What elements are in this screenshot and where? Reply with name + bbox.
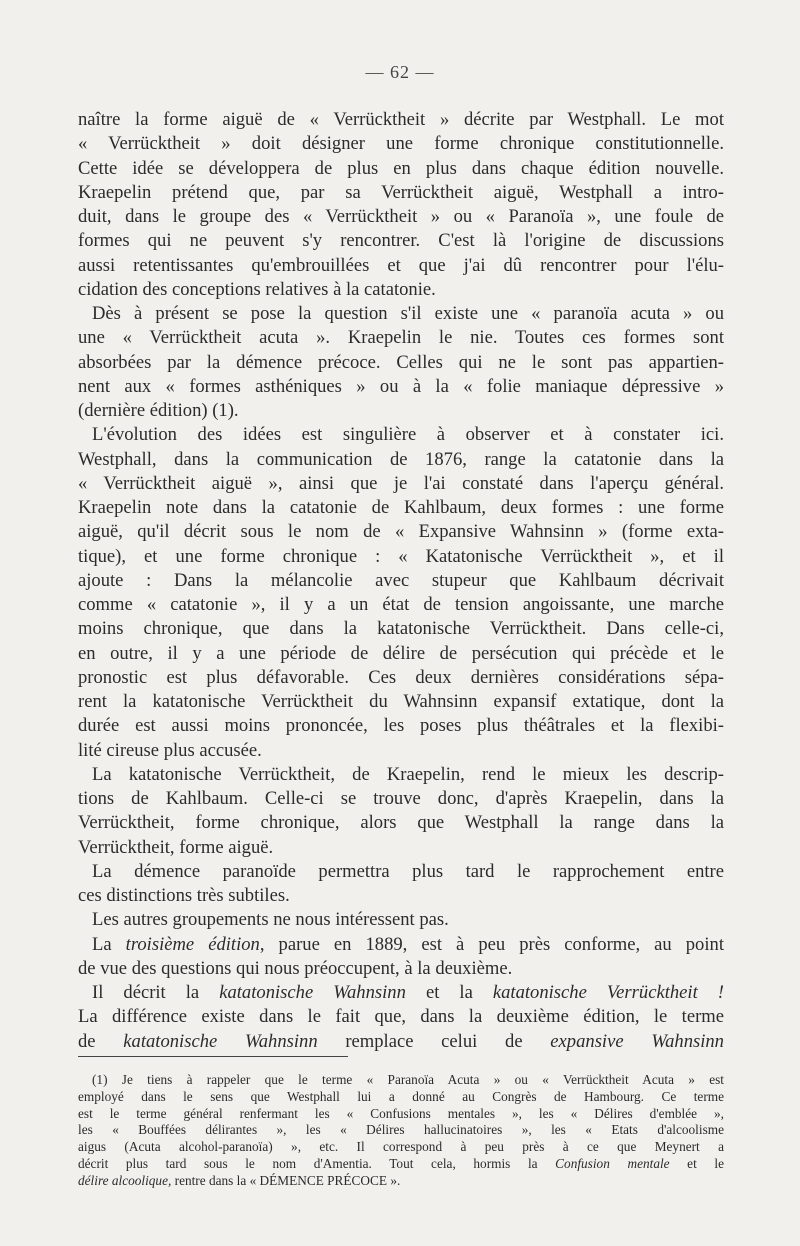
footnote-line: aigus (Acuta alcohol-paranoïa) », etc. Il correspond à peu près à ce que Meynert a — [78, 1139, 724, 1155]
italic-title: troisième édition — [125, 933, 260, 955]
text-segment: Il décrit la — [92, 982, 220, 1003]
text-line-troisieme — [78, 933, 724, 957]
text-segment: et la — [405, 982, 493, 1003]
italic-term: katatonische Wahnsinn — [219, 982, 406, 1003]
footnote-line-7 — [78, 1173, 724, 1190]
text-line: Dès à présent se pose la question s'il existe une « paranoïa acuta » ou — [92, 303, 724, 324]
text-line: lité cireuse plus accusée. — [78, 739, 262, 761]
text-segment: , parue en 1889, est à peu près conforme, au point — [259, 933, 724, 955]
text-line: naître la forme aiguë de « Verrücktheit » décrite par Westphall. Le mot — [78, 109, 724, 130]
text-line: une « Verrücktheit acuta ». Kraepelin le nie. Toutes ces formes sont — [78, 327, 724, 349]
text-line: comme « catatonie », il y a un état de tension angoissante, une marche — [78, 594, 724, 615]
italic-term: katatonische Wahnsinn — [123, 1030, 318, 1052]
italic-term: Confusion mentale — [555, 1155, 670, 1171]
text-line: aiguë, qu'il décrit sous le nom de « Expansive Wahnsinn » (forme exta- — [78, 521, 724, 543]
text-line: moins chronique, que dans la katatonische Verrücktheit. Dans celle-ci, — [78, 618, 724, 640]
footnote-line: est le terme général renfermant les « Confusions mentales », les « Délires d'emblée », — [78, 1105, 724, 1121]
text-line: tions de Kahlbaum. Celle-ci se trouve donc, d'après Kraepelin, dans la — [78, 788, 724, 809]
text-line: ajoute : Dans la mélancolie avec stupeur que Kahlbaum décrivait — [78, 569, 724, 591]
footnote-line: les « Bouffées délirantes », les « Délires hallucinatoires », les « Etats d'alcoolisme — [78, 1122, 724, 1138]
text-line: absorbées par la démence précoce. Celles qui ne le sont pas appartien- — [78, 351, 724, 373]
footnote-line-6 — [78, 1156, 724, 1173]
text-line: Verrücktheit, forme chronique, alors que Westphall la range dans la — [78, 812, 724, 834]
text-segment: remplace celui de — [317, 1030, 551, 1052]
text-line: ces distinctions très subtiles. — [78, 885, 290, 906]
text-line: (dernière édition) (1). — [78, 400, 239, 421]
text-line: tique), et une forme chronique : « Katatonische Verrücktheit », et il — [78, 545, 724, 567]
text-segment: rentre dans la « DÉMENCE PRÉCOCE ». — [171, 1172, 401, 1188]
text-line: aussi retentissantes qu'embrouillées et que j'ai dû rencontrer pour l'élu- — [78, 254, 724, 276]
text-line: La démence paranoïde permettra plus tard le rapprochement entre — [92, 860, 724, 882]
text-line: de vue des questions qui nous préoccupent, à la deuxième. — [78, 957, 513, 979]
text-line: durée est aussi moins prononcée, les poses plus théâtrales et la flexibi- — [78, 715, 724, 737]
text-segment: La — [92, 933, 126, 955]
text-line: rent la katatonische Verrücktheit du Wahnsinn expansif extatique, dont la — [78, 691, 724, 712]
text-line-de-katatonische — [78, 1030, 724, 1054]
text-line: « Verrücktheit aiguë », ainsi que je l'ai constaté dans l'aperçu général. — [78, 472, 724, 494]
italic-term: katatonische Verrücktheit ! — [492, 982, 724, 1003]
text-line: formes qui ne peuvent s'y rencontrer. C'est là l'origine de discussions — [78, 230, 724, 252]
text-line: nent aux « formes asthéniques » ou à la « folie maniaque dépressive » — [78, 375, 724, 397]
text-line: pronostic est plus défavorable. Ces deux dernières considérations sépa- — [78, 666, 724, 688]
text-line: Les autres groupements ne nous intéressent pas. — [92, 909, 449, 931]
text-line: en outre, il y a une période de délire de persécution qui précède et le — [78, 642, 724, 664]
text-line: Kraepelin prétend que, par sa Verrücktheit aiguë, Westphall a intro- — [78, 181, 724, 203]
text-line: La katatonische Verrücktheit, de Kraepelin, rend le mieux les descrip- — [92, 763, 724, 785]
text-segment: de — [78, 1030, 124, 1052]
footnote-separator — [78, 1056, 348, 1057]
text-line: Kraepelin note dans la catatonie de Kahlbaum, deux formes : une forme — [78, 497, 724, 518]
text-segment: décrit plus tard sous le nom d'Amentia. Tout cela, hormis la — [78, 1155, 556, 1171]
text-segment: et le — [669, 1155, 724, 1171]
text-line: « Verrücktheit » doit désigner une forme chronique constitutionnelle. — [78, 133, 724, 155]
text-line: duit, dans le groupe des « Verrücktheit » ou « Paranoïa », une foule de — [78, 206, 724, 227]
footnote — [78, 1072, 724, 1190]
text-line: La différence existe dans le fait que, dans la deuxième édition, le terme — [78, 1006, 724, 1028]
text-line-il-decrit — [78, 981, 724, 1005]
text-line: L'évolution des idées est singulière à observer et à constater ici. — [92, 424, 724, 446]
italic-term: expansive Wahnsinn — [550, 1030, 724, 1052]
main-text — [78, 108, 724, 1054]
text-line: Verrücktheit, forme aiguë. — [78, 836, 274, 858]
text-line: cidation des conceptions relatives à la catatonie. — [78, 278, 436, 300]
text-line: Cette idée se développera de plus en plus dans chaque édition nouvelle. — [78, 157, 724, 179]
italic-term: délire alcoolique, — [78, 1172, 172, 1188]
footnote-line: employé dans le sens que Westphall lui a donné au Congrès de Hambourg. Ce terme — [78, 1088, 724, 1104]
page-number: — 62 — — [365, 62, 435, 82]
text-line: Westphall, dans la communication de 1876, range la catatonie dans la — [78, 448, 724, 470]
footnote-line: (1) Je tiens à rappeler que le terme « Paranoïa Acuta » ou « Verrücktheit Acuta » est — [92, 1072, 724, 1087]
